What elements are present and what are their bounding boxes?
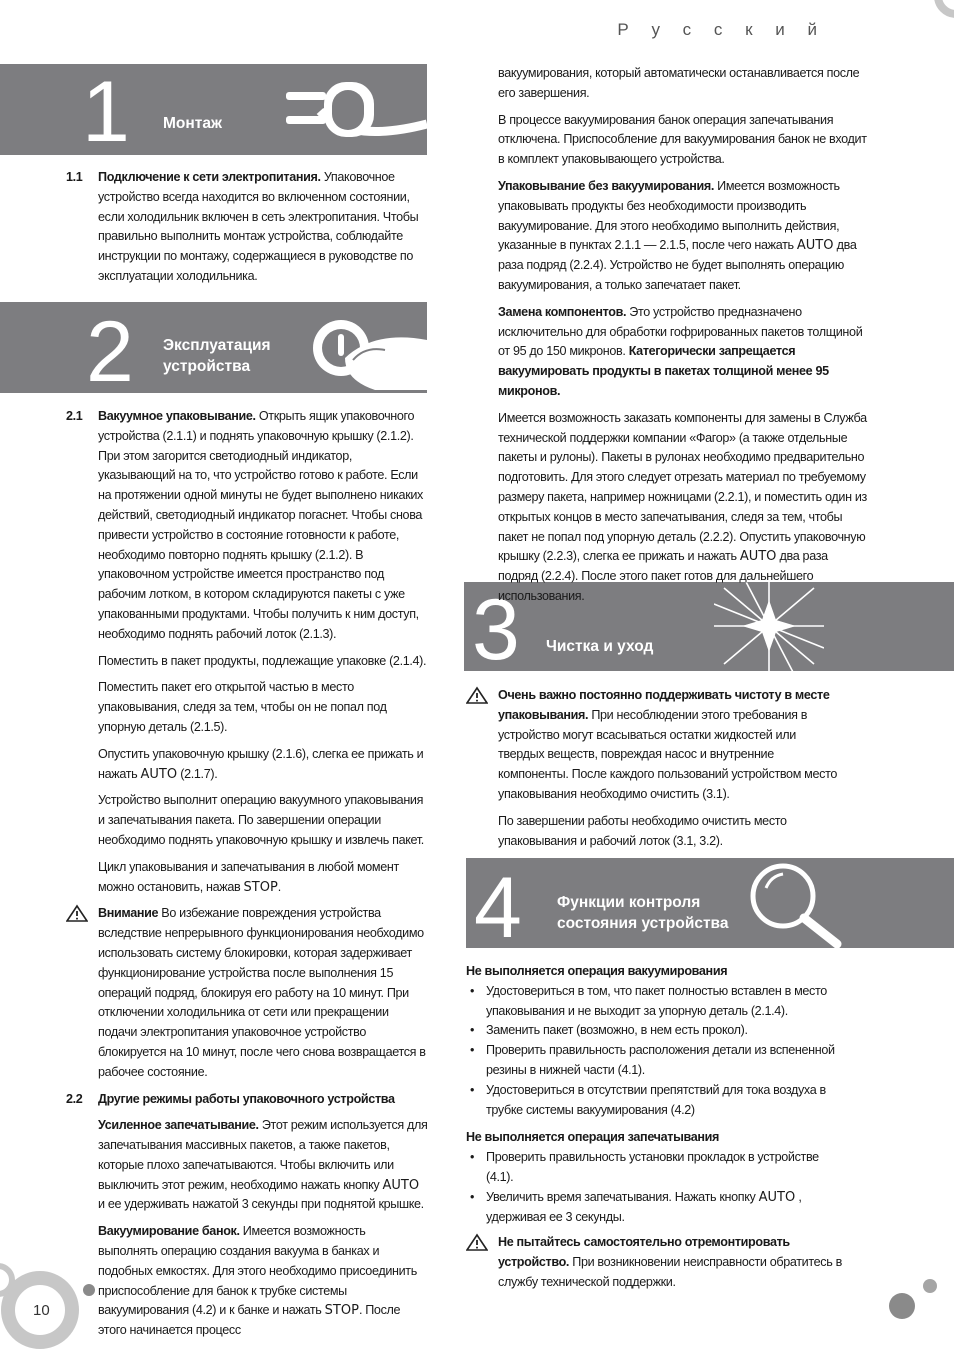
auto-key-label: AUTO (758, 1189, 796, 1205)
section-title: Функции контроля состояния устройства (557, 894, 729, 932)
finger-button-icon (305, 310, 427, 390)
warning-text: При несоблюдении этого требования в устройство могут всасываться остатки жидкостей или твердых веществ, повреждая насос и внутренние компоненты. После каждого пользований устройством место упаковывания необходимо очистить (3.1). (498, 707, 838, 801)
section-2-body (66, 407, 428, 1348)
paragraph: Устройство выполнит операцию вакуумного упаковывания и запечатывания пакета. По завершении операции необходимо поднять упаковочную крышку и извлечь пакет. (98, 793, 424, 847)
list-item-text: , удерживая ее 3 секунды. (486, 1189, 802, 1224)
paragraph: По завершении работы необходимо очистить место упаковывания и рабочий лоток (3.1, 3.2). (498, 813, 787, 848)
warning-text: При возникновении неисправности обратитесь в службу технической поддержки. (498, 1255, 842, 1289)
paragraph-heading: Вакуумирование банок. (98, 1224, 240, 1239)
clause-number: 1.1 (66, 170, 83, 184)
paragraph-heading: Усиленное запечатывание. (98, 1118, 259, 1133)
clause-heading: Другие режимы работы упаковочного устройства (98, 1091, 395, 1106)
warning-block (66, 904, 428, 1082)
paragraph (498, 409, 868, 607)
warning-triangle-icon (466, 1233, 488, 1251)
paragraph (98, 1222, 428, 1341)
clause-heading: Подключение к сети электропитания. (98, 170, 321, 184)
paragraph: вакуумирования, который автоматически останавливается после его завершения. (498, 66, 860, 100)
troubleshoot-list (466, 982, 846, 1121)
warning-heading: Очень важно постоянно поддерживать чистоту в месте упаковывания. (498, 688, 830, 722)
warning-heading: Не пытайтесь самостоятельно отремонтировать устройство. (498, 1235, 790, 1270)
paragraph-text: Имеется возможность упаковывать продукты без необходимости производить вакуумирование. Для этого необходимо выполнить действия, указанные в пунктах 2.1.1 — 2.1.5, после чего нажать (498, 178, 840, 253)
section-number: 2 (86, 304, 134, 393)
list-item: • Проверить правильность установки прокладок в устройстве (4.1). (466, 1148, 846, 1188)
paragraph: Поместить в пакет продукты, подлежащие упаковке (2.1.4). (98, 653, 427, 668)
paragraph-text: Это устройство предназначено исключительно для обработки гофрированных пакетов толщиной от 95 до 150 микронов. (498, 304, 863, 359)
section-title: Эксплуатация устройства (163, 337, 271, 375)
warning-block (466, 1233, 846, 1292)
paragraph-text: Цикл упаковывания и запечатывания в любой момент можно остановить, нажав (98, 859, 399, 894)
paragraph-text: . После этого начинается процесс (98, 1303, 401, 1338)
section-3-body (466, 686, 838, 858)
troubleshoot-list (466, 1148, 846, 1227)
top-ring-decoration (930, 0, 954, 22)
paragraph (98, 858, 428, 898)
paragraph-text: и ее удерживать нажатой 3 секунды при поднятой крышке. (98, 1197, 424, 1212)
auto-key-label: AUTO (382, 1177, 420, 1193)
section-number: 1 (82, 64, 130, 155)
list-item: • Проверить правильность расположения детали из вспененной резины в нижней части (4.1). (466, 1041, 846, 1081)
warning-triangle-icon (66, 904, 88, 922)
section-band-1 (0, 64, 427, 155)
paragraph-text: Этот режим используется для запечатывания массивных пакетов, а также пакетов, которые плохо запечатываются. Чтобы включить или выключить этот режим, необходимо нажать кнопку (98, 1118, 428, 1192)
language-label: Р у с с к и й (617, 20, 826, 39)
section-number: 4 (474, 860, 522, 948)
paragraph-heading: Упаковывание без вакуумирования. (498, 178, 715, 193)
paragraph: В процессе вакуумирования банок операция запечатывания отключена. Приспособление для вакуумирования банок не входит в комплект упаковывающего устройства. (498, 112, 867, 167)
paragraph (498, 177, 868, 296)
auto-key-label: AUTO (140, 766, 178, 782)
paragraph (498, 303, 868, 402)
troubleshoot-heading: Не выполняется операция вакуумирования (466, 964, 728, 978)
auto-key-label: AUTO (739, 549, 777, 565)
paragraph (98, 745, 428, 785)
paragraph (98, 1116, 428, 1215)
clause-number: 2.2 (66, 1091, 83, 1106)
warning-triangle-icon (466, 686, 488, 704)
list-item-text: Увеличить время запечатывания. Нажать кнопку (486, 1189, 759, 1204)
list-item: • Удостовериться в отсутствии препятствий для тока воздуха в трубке системы вакуумирования (4.2) (466, 1081, 846, 1121)
clause-text: Упаковочное устройство всегда находится во включенном состоянии, если холодильник включен в сеть электропитания. Чтобы правильно выполнить монтаж устройства, соблюдайте инструкции по монтажу, содержащиеся в руководстве по эксплуатации холодильника. (98, 170, 419, 283)
corner-dots-decoration (880, 1264, 954, 1334)
stop-key-label: STOP (243, 879, 278, 895)
clause-text: Открыть ящик упаковочного устройства (2.1.1) и поднять упаковочную крышку (2.1.2). При этом загорится светодиодный индикатор, указывающий на то, что устройство готово к работе. Если на протяжении одной минуты не будет выполнено никаких действий, светодиодный индикатор погаснет. Чтобы снова привести устройство в состояние готовности к работе, необходимо повторно поднять крышку (2.1.2). В упаковочном устройстве имеется пространство под рабочим лотком, в котором складируются пакеты с уже упакованными продуктами. Чтобы получить к ним доступ, необходимо поднять рабочий лоток (2.1.3). (98, 409, 423, 641)
warning-block (466, 686, 838, 805)
plug-icon (280, 74, 427, 149)
section-title: Монтаж (163, 115, 222, 132)
paragraph-emphasis: Категорически запрещается вакуумировать продукты в пакетах толщиной менее 95 микронов. (498, 344, 829, 398)
paragraph-text: Имеется возможность заказать компоненты для замены в Служба технической поддержки компании «Фагор» (а также отдельные пакеты и рулоны). Пакеты в рулонах необходимо предварительно подготовить. Для этого следует отрезать материал по требуемому размеру пакета, например ножницами (2.2.1), и поместить один из открытых концов в место запечатывания, следя за тем, чтобы пакет не попал под упорную деталь (2.2.2). Опустить упаковочную крышку (2.2.3), слегка ее прижать и нажать (498, 410, 867, 564)
paragraph-text: два раза подряд (2.2.4). После этого пакет готов для дальнейшего использования. (498, 549, 828, 603)
list-item: • Заменить пакет (возможно, в нем есть прокол). (466, 1021, 846, 1041)
section-1-1 (66, 168, 428, 287)
paragraph-text: Имеется возможность выполнять операцию создания вакуума в банках и подобных емкостях. Для этого необходимо присоединить приспособление для банок к трубке системы вакуумирования (4.2) и к банке и нажать (98, 1224, 417, 1318)
clause-number: 2.1 (66, 409, 83, 423)
section-band-2 (0, 302, 427, 393)
paragraph-text: . (277, 879, 281, 894)
auto-key-label: AUTO (796, 238, 834, 254)
warning-heading: Внимание (98, 906, 159, 921)
list-item: • Удостовериться в том, что пакет полностью вставлен в место упаковывания и не выходит за упорную деталь (2.1.4). (466, 982, 846, 1022)
list-item (466, 1188, 846, 1228)
section-band-4 (466, 858, 954, 948)
paragraph-text: (2.1.7). (177, 766, 218, 781)
right-column-top (498, 64, 868, 614)
troubleshoot-heading: Не выполняется операция запечатывания (466, 1130, 720, 1145)
paragraph-heading: Замена компонентов. (498, 304, 627, 319)
paragraph-text: два раза подряд (2.2.4). Устройство не будет выполнять операцию вакуумирования, а только запечатает пакет. (498, 238, 857, 292)
paragraph-text: Опустить упаковочную крышку (2.1.6), слегка ее прижать и нажать (98, 746, 424, 781)
section-title: Чистка и уход (546, 638, 654, 655)
warning-text: Во избежание повреждения устройства вследствие непрерывного функционирования необходимо использовать систему блокировки, которая задерживает функционирование устройства после выполнения 15 операций подряд, блокируя его работу на 10 минут. При отключении холодильника от сети или прекращении подачи электропитания упаковочное устройство блокируется на 10 минут, после чего снова возвращается в рабочее состояние. (98, 906, 426, 1079)
page-number: 10 (33, 1302, 50, 1319)
clause-heading: Вакуумное упаковывание. (98, 409, 256, 423)
section-number: 3 (472, 582, 520, 671)
paragraph: Поместить пакет его открытой частью в место упаковывания, следя за тем, чтобы он не попал под упорную деталь (2.1.5). (98, 680, 387, 734)
magnifier-icon (741, 858, 846, 948)
section-4-body (466, 962, 846, 1293)
stop-key-label: STOP (324, 1303, 359, 1319)
